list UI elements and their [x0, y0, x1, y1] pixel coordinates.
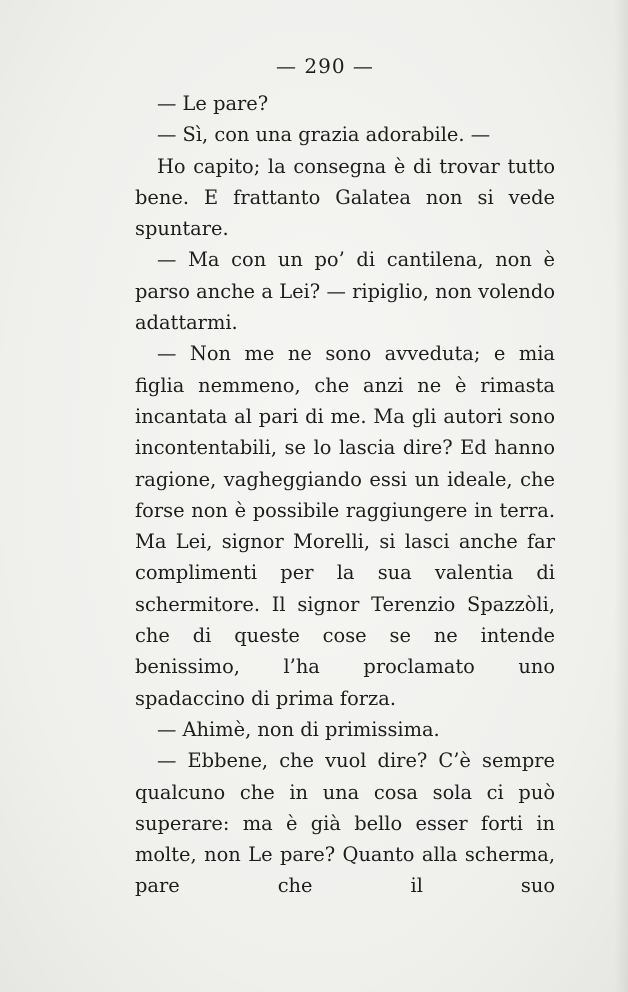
paragraph-6: — Ahimè, non di primissima.: [157, 717, 440, 741]
paragraph-2: — Sì, con una grazia adorabile. —: [157, 123, 491, 147]
paragraph-5: — Non me ne sono avveduta; e mia figlia nemmeno, che anzi ne è rimasta incantata al pari di me. Ma gli autori sono incontentabili, se lo lascia dire? Ed hanno ragione, vagheggiando essi un ideale, che forse non è possibile raggiungere in terra. Ma Lei, signor Morelli, si lasci anche far complimenti per la sua valentia di schermitore. Il signor Terenzio Spazzòli, che di queste cose se ne intende benissimo, l’ha proclamato uno spadaccino di prima forza.: [135, 342, 555, 710]
paragraph-1: — Le pare?: [157, 92, 269, 115]
page-number: — 290 —: [276, 54, 374, 78]
body-text: [135, 88, 555, 902]
paragraph-7: — Ebbene, che vuol dire? C’è sempre qualcuno che in una cosa sola ci può superare: ma è già bello esser forti in molte, non Le pare? Quanto alla scherma, pare che il suo: [135, 749, 555, 898]
paragraph-4: — Ma con un po’ di cantilena, non è parso anche a Lei? — ripiglio, non volendo adattarmi.: [135, 248, 555, 335]
paragraph-3: Ho capito; la consegna è di trovar tutto bene. E frattanto Galatea non si vede spuntare.: [135, 154, 555, 241]
page-edge-shadow: [614, 0, 628, 992]
